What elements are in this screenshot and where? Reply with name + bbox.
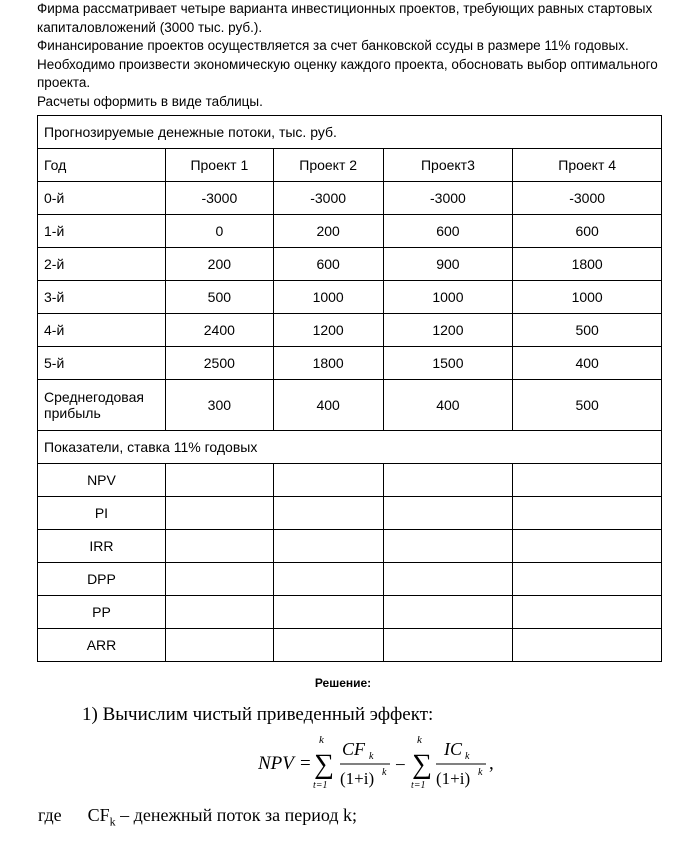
row-label: 4-й	[38, 314, 166, 347]
where-label: где	[38, 805, 62, 825]
definition-line	[38, 805, 357, 830]
indicator-row	[38, 464, 662, 497]
sum2-upper: k	[417, 734, 422, 746]
indicator-row	[38, 563, 662, 596]
step-1-text: 1) Вычислим чистый приведенный эффект:	[82, 704, 434, 725]
table-cell: 600	[273, 248, 383, 281]
sum2-lower: t=1	[411, 780, 426, 791]
empty-cell	[513, 497, 662, 530]
empty-cell	[273, 563, 383, 596]
intro-paragraph-3: Расчеты оформить в виде таблицы.	[37, 93, 263, 109]
empty-cell	[273, 629, 383, 662]
empty-cell	[513, 530, 662, 563]
empty-cell	[165, 629, 273, 662]
table-row	[38, 215, 662, 248]
header-year: Год	[38, 149, 166, 182]
table-cell: 1000	[273, 281, 383, 314]
sum1-sigma: ∑	[314, 749, 334, 780]
empty-cell	[513, 464, 662, 497]
row-label: 5-й	[38, 347, 166, 380]
header-project-4: Проект 4	[513, 149, 662, 182]
indicators-caption-row	[38, 431, 662, 464]
row-label: 2-й	[38, 248, 166, 281]
table-cell: 1200	[383, 314, 513, 347]
row-label: Среднегодовая прибыль	[38, 380, 166, 431]
formula-equals: =	[300, 753, 311, 774]
table-cell: 1000	[513, 281, 662, 314]
formula-lhs: NPV	[258, 753, 294, 774]
table-cell: 0	[165, 215, 273, 248]
table-row	[38, 314, 662, 347]
cashflow-caption: Прогнозируемые денежные потоки, тыс. руб.	[38, 116, 662, 149]
indicator-label: DPP	[38, 563, 166, 596]
table-row	[38, 248, 662, 281]
sum1-upper: k	[319, 734, 324, 746]
table-cell: 400	[383, 380, 513, 431]
table-cell: -3000	[383, 182, 513, 215]
frac1-numerator: CF	[342, 739, 366, 759]
indicator-row	[38, 530, 662, 563]
indicator-label: IRR	[38, 530, 166, 563]
table-cell: 400	[273, 380, 383, 431]
indicator-label: NPV	[38, 464, 166, 497]
where-term-sub: k	[109, 814, 116, 829]
table-cell: 1500	[383, 347, 513, 380]
empty-cell	[383, 497, 513, 530]
task-description	[37, 0, 667, 112]
empty-cell	[383, 629, 513, 662]
table-cell: 900	[383, 248, 513, 281]
where-term: CF	[87, 805, 110, 825]
formula-comma: ,	[489, 753, 494, 774]
indicator-row	[38, 596, 662, 629]
formula-minus: −	[395, 755, 406, 776]
empty-cell	[273, 464, 383, 497]
empty-cell	[383, 464, 513, 497]
frac2-numerator: IC	[444, 739, 462, 759]
empty-cell	[165, 563, 273, 596]
table-row	[38, 182, 662, 215]
table-cell: 300	[165, 380, 273, 431]
row-label: 3-й	[38, 281, 166, 314]
empty-cell	[165, 497, 273, 530]
table-header-row	[38, 149, 662, 182]
empty-cell	[383, 596, 513, 629]
header-project-3: Проект3	[383, 149, 513, 182]
table-cell: -3000	[165, 182, 273, 215]
header-project-1: Проект 1	[165, 149, 273, 182]
projects-table	[37, 115, 662, 662]
table-cell: 500	[513, 380, 662, 431]
empty-cell	[273, 530, 383, 563]
empty-cell	[513, 629, 662, 662]
sum2-sigma: ∑	[412, 749, 432, 780]
indicator-label: ARR	[38, 629, 166, 662]
npv-formula	[258, 733, 518, 791]
indicators-caption: Показатели, ставка 11% годовых	[38, 431, 662, 464]
table-cell: 2400	[165, 314, 273, 347]
empty-cell	[165, 596, 273, 629]
cashflow-caption-row	[38, 116, 662, 149]
frac1-denominator-sup: k	[382, 767, 387, 778]
indicator-row	[38, 629, 662, 662]
table-cell: -3000	[513, 182, 662, 215]
sum1-lower: t=1	[313, 780, 328, 791]
table-row	[38, 347, 662, 380]
frac1-denominator: (1+i)	[340, 769, 375, 788]
table-row	[38, 380, 662, 431]
table-cell: 200	[273, 215, 383, 248]
table-cell: 500	[165, 281, 273, 314]
empty-cell	[383, 563, 513, 596]
empty-cell	[273, 497, 383, 530]
frac1-numerator-sub: k	[369, 751, 374, 762]
frac2-denominator: (1+i)	[436, 769, 471, 788]
table-cell: 2500	[165, 347, 273, 380]
indicator-row	[38, 497, 662, 530]
table-row	[38, 281, 662, 314]
empty-cell	[165, 530, 273, 563]
empty-cell	[165, 464, 273, 497]
table-cell: 1000	[383, 281, 513, 314]
table-cell: 600	[383, 215, 513, 248]
frac2-numerator-sub: k	[465, 751, 470, 762]
table-cell: 400	[513, 347, 662, 380]
table-cell: 500	[513, 314, 662, 347]
empty-cell	[383, 530, 513, 563]
table-cell: 200	[165, 248, 273, 281]
solution-title: Решение:	[314, 676, 372, 690]
indicator-label: PI	[38, 497, 166, 530]
frac2-denominator-sup: k	[478, 767, 483, 778]
empty-cell	[513, 596, 662, 629]
table-cell: 600	[513, 215, 662, 248]
table-cell: 1200	[273, 314, 383, 347]
intro-paragraph-1: Фирма рассматривает четыре варианта инвестиционных проектов, требующих равных стартовых капиталовложений (3000 тыс. руб.).	[37, 1, 653, 35]
empty-cell	[273, 596, 383, 629]
row-label: 1-й	[38, 215, 166, 248]
table-cell: 1800	[273, 347, 383, 380]
row-label: 0-й	[38, 182, 166, 215]
where-text: – денежный поток за период k;	[115, 805, 358, 825]
header-project-2: Проект 2	[273, 149, 383, 182]
intro-paragraph-2: Финансирование проектов осуществляется за счет банковской ссуды в размере 11% годовых. Необходимо произвести экономическую оценку каждого проекта, обосновать выбор оптимального проекта.	[37, 38, 658, 91]
indicator-label: PP	[38, 596, 166, 629]
table-cell: 1800	[513, 248, 662, 281]
empty-cell	[513, 563, 662, 596]
table-cell: -3000	[273, 182, 383, 215]
